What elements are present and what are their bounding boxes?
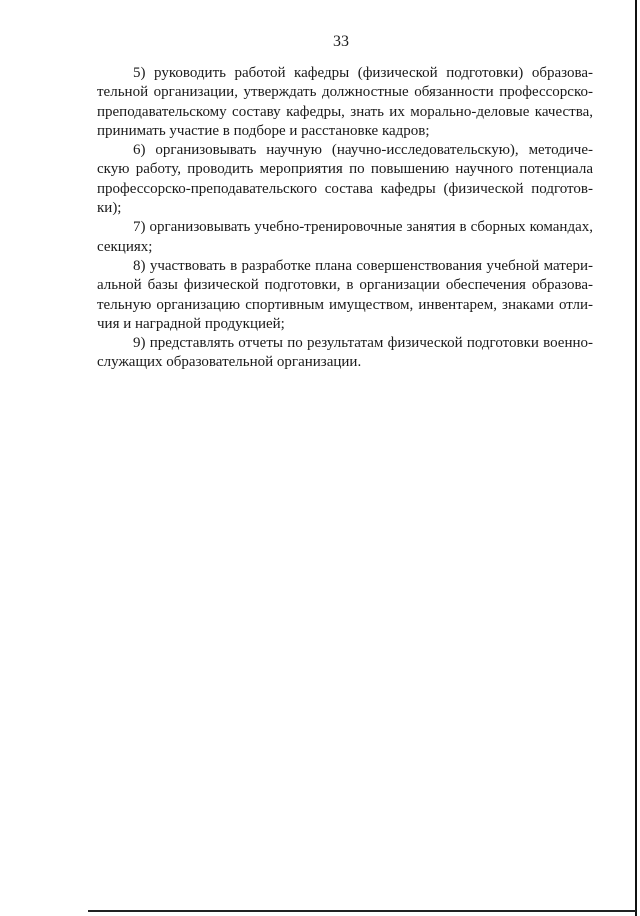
list-item: 6) организовывать научную (научно-исследовательскую), методическую работу, проводить мероприятия по повышению научного потенциала профессорско-преподавательского состава кафедры (физической подготовки);	[97, 142, 593, 217]
list-item: 7) организовывать учебно-тренировочные занятия в сборных командах, секциях;	[97, 219, 593, 255]
scan-edge-bottom	[88, 910, 636, 912]
document-body	[97, 64, 593, 373]
list-item: 8) участвовать в разработке плана совершенствования учебной материальной базы физической подготовки, в организации обеспечения образовательную организацию спортивным имуществом, инвентарем, знаками отличия и наградной продукцией;	[97, 257, 593, 332]
list-item: 9) представлять отчеты по результатам физической подготовки военнослужащих образовательной организации.	[97, 335, 593, 371]
scan-edge-right	[635, 0, 637, 916]
page-number: 33	[333, 33, 349, 50]
list-item: 5) руководить работой кафедры (физической подготовки) образовательной организации, утверждать должностные обязанности профессорско-преподавательскому составу кафедры, знать их морально-деловые качества, принимать участие в подборе и расстановке кадров;	[97, 65, 593, 139]
